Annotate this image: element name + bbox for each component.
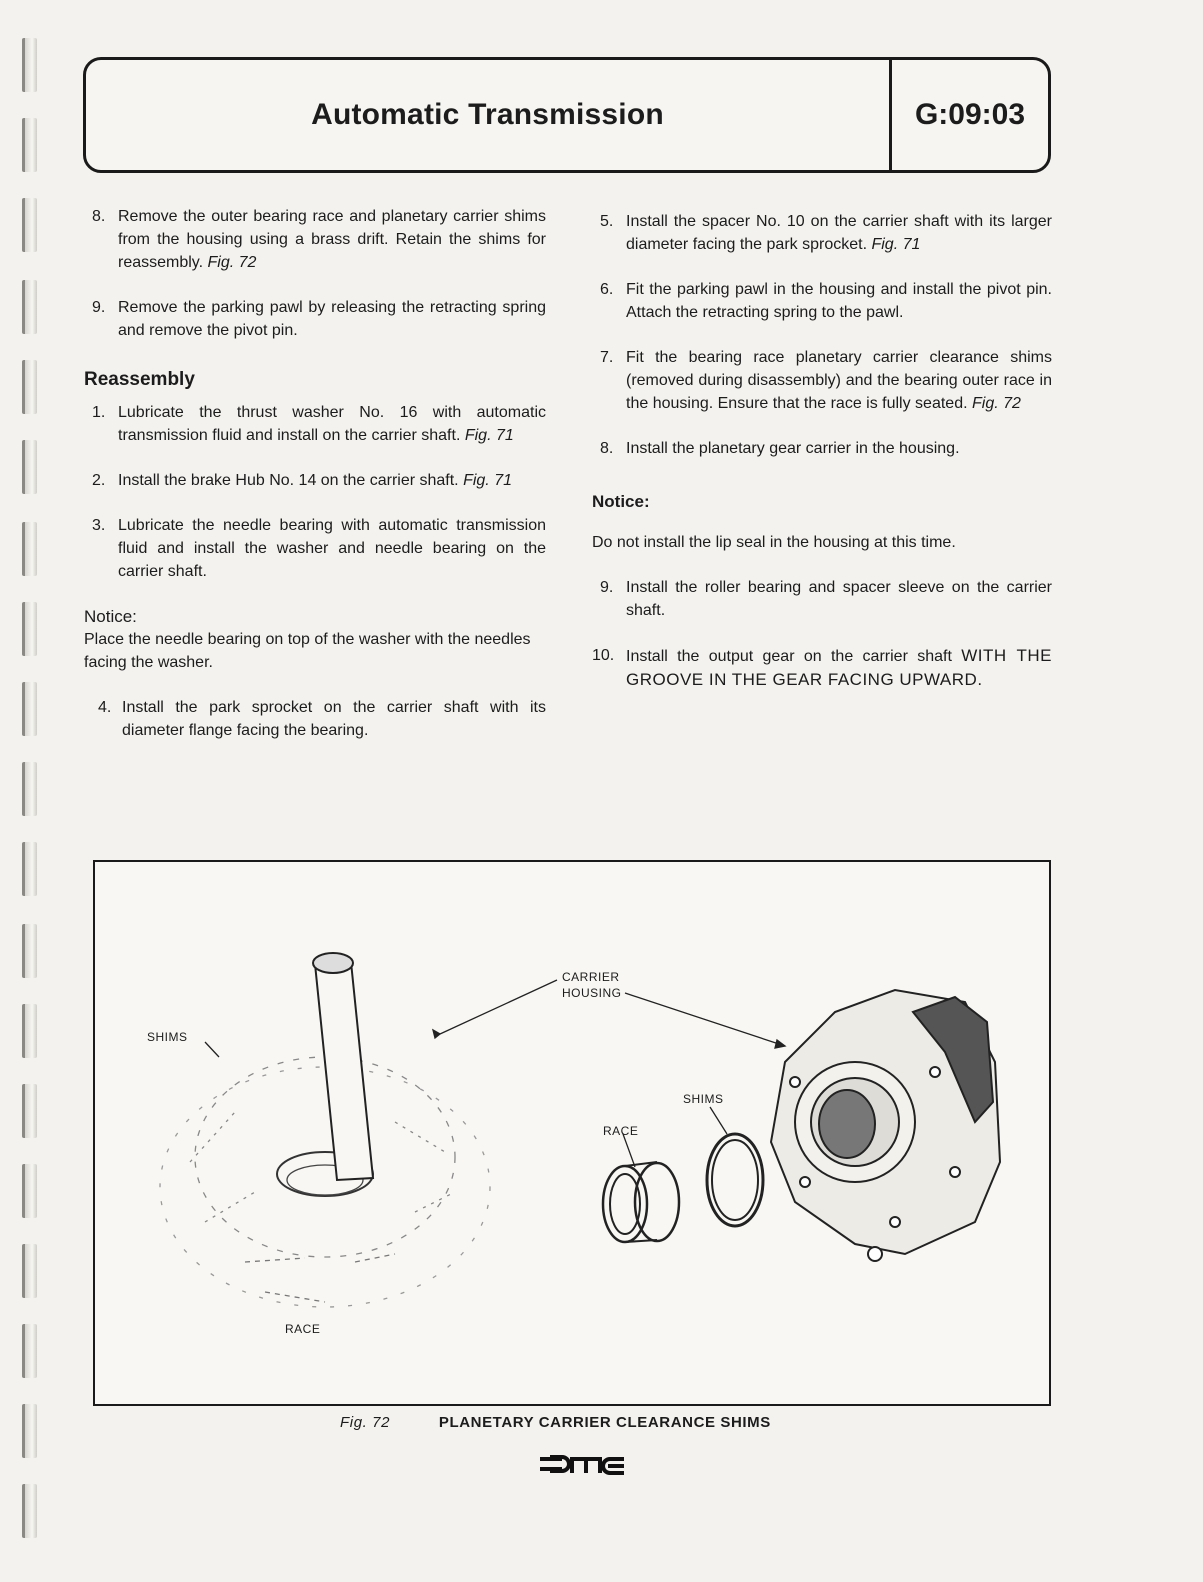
step-number: 6. [600,281,614,298]
binder-hole [22,1164,37,1218]
step-text: Lubricate the needle bearing with automatic transmission fluid and install the washer and needle bearing on the carrier shaft. [118,517,546,580]
section-code: G:09:03 [889,60,1048,170]
step-number: 8. [600,440,614,457]
carrier-shaft-drawing [313,953,373,1180]
step-item [592,576,1052,622]
planetary-carrier-drawing [160,1057,490,1307]
page-title: Automatic Transmission [311,98,664,131]
page-header [83,57,1051,173]
binder-hole [22,1004,37,1058]
binder-hole [22,1324,37,1378]
binder-hole [22,360,37,414]
figure-reference: Fig. 71 [463,472,512,489]
caption-figure-ref: Fig. 72 [340,1414,391,1431]
race-label: RACE [603,1124,639,1138]
dmc-logo [540,1452,630,1483]
step-text: Install the planetary gear carrier in the housing. [626,440,960,457]
step-text: Install the park sprocket on the carrier shaft with its diameter flange facing the bearing. [122,699,546,739]
step-text: Fit the bearing race planetary carrier clearance shims (removed during disassembly) and the bearing outer race in the housing. Ensure that the race is fully seated. [626,349,1052,412]
left-column [84,205,546,764]
step-text: Lubricate the thrust washer No. 16 with automatic transmission fluid and install on the carrier shaft. [118,404,546,444]
figure-reference: Fig. 71 [464,427,514,444]
binder-hole [22,1084,37,1138]
caption-text: PLANETARY CARRIER CLEARANCE SHIMS [438,1414,771,1431]
step-emphasis: WITH THE GROOVE IN THE GEAR FACING UPWARD. [626,646,1052,689]
figure-reference: Fig. 71 [871,236,921,253]
race-and-shims-drawing [603,1134,763,1242]
section-heading: Reassembly [84,369,195,390]
figure-reference: Fig. 72 [207,254,257,271]
step-item [592,437,1052,460]
right-column [592,210,1052,714]
step-text: Install the brake Hub No. 14 on the carrier shaft. [118,472,459,489]
step-text: Remove the outer bearing race and planetary carrier shims from the housing using a brass drift. Retain the shims for reassembly. [118,208,546,271]
step-number: 8. [92,208,106,225]
binder-hole [22,762,37,816]
step-number: 3. [92,517,106,534]
step-text: Install the output gear on the carrier shaft [626,648,952,665]
step-number: 9. [600,579,614,596]
binder-hole [22,280,37,334]
step-item [592,644,1052,692]
dmc-logo-mark [540,1452,630,1478]
step-item [84,296,546,342]
step-item [592,346,1052,415]
step-number: 7. [600,349,614,366]
step-number: 5. [600,213,614,230]
leader-lines [205,980,785,1167]
step-number: 9. [92,299,106,316]
binder-hole [22,118,37,172]
step-number: 4. [98,699,112,716]
step-item [84,205,546,274]
binder-hole [22,602,37,656]
binder-hole [22,682,37,736]
carrier-housing-drawing [771,990,1000,1261]
step-number: 10. [592,647,615,664]
race-label: RACE [285,1322,321,1336]
step-item [84,401,546,447]
step-text: Install the spacer No. 10 on the carrier shaft with its larger diameter facing the park sprocket. [626,213,1052,253]
figure-72 [93,860,1051,1406]
shims-label: SHIMS [683,1092,724,1106]
carrier-housing-label-line2: HOUSING [562,986,622,1000]
shims-label: SHIMS [147,1030,188,1044]
step-number: 2. [92,472,106,489]
step-item [592,278,1052,324]
binder-hole [22,198,37,252]
step-text: Fit the parking pawl in the housing and install the pivot pin. Attach the retracting spring to the pawl. [626,281,1052,321]
figure-illustration [95,862,1049,1404]
step-item [84,514,546,583]
binder-holes [22,30,38,1550]
notice-text: Do not install the lip seal in the housing at this time. [592,534,956,551]
figure-reference: Fig. 72 [972,395,1021,412]
binder-hole [22,440,37,494]
binder-hole [22,842,37,896]
figure-caption [340,1414,771,1431]
step-item [592,210,1052,256]
carrier-housing-label-line1: CARRIER [562,970,620,984]
step-number: 1. [92,404,106,421]
step-text: Remove the parking pawl by releasing the retracting spring and remove the pivot pin. [118,299,546,339]
step-text: Install the roller bearing and spacer sleeve on the carrier shaft. [626,579,1052,619]
binder-hole [22,1404,37,1458]
binder-hole [22,1484,37,1538]
binder-hole [22,924,37,978]
notice-label: Notice: [592,492,650,511]
binder-hole [22,522,37,576]
binder-hole [22,38,37,92]
notice-label: Notice: [84,607,137,626]
notice-block [84,605,546,674]
step-item [84,469,546,492]
notice-text: Place the needle bearing on top of the washer with the needles facing the washer. [84,631,531,671]
binder-hole [22,1244,37,1298]
step-item [84,696,546,742]
